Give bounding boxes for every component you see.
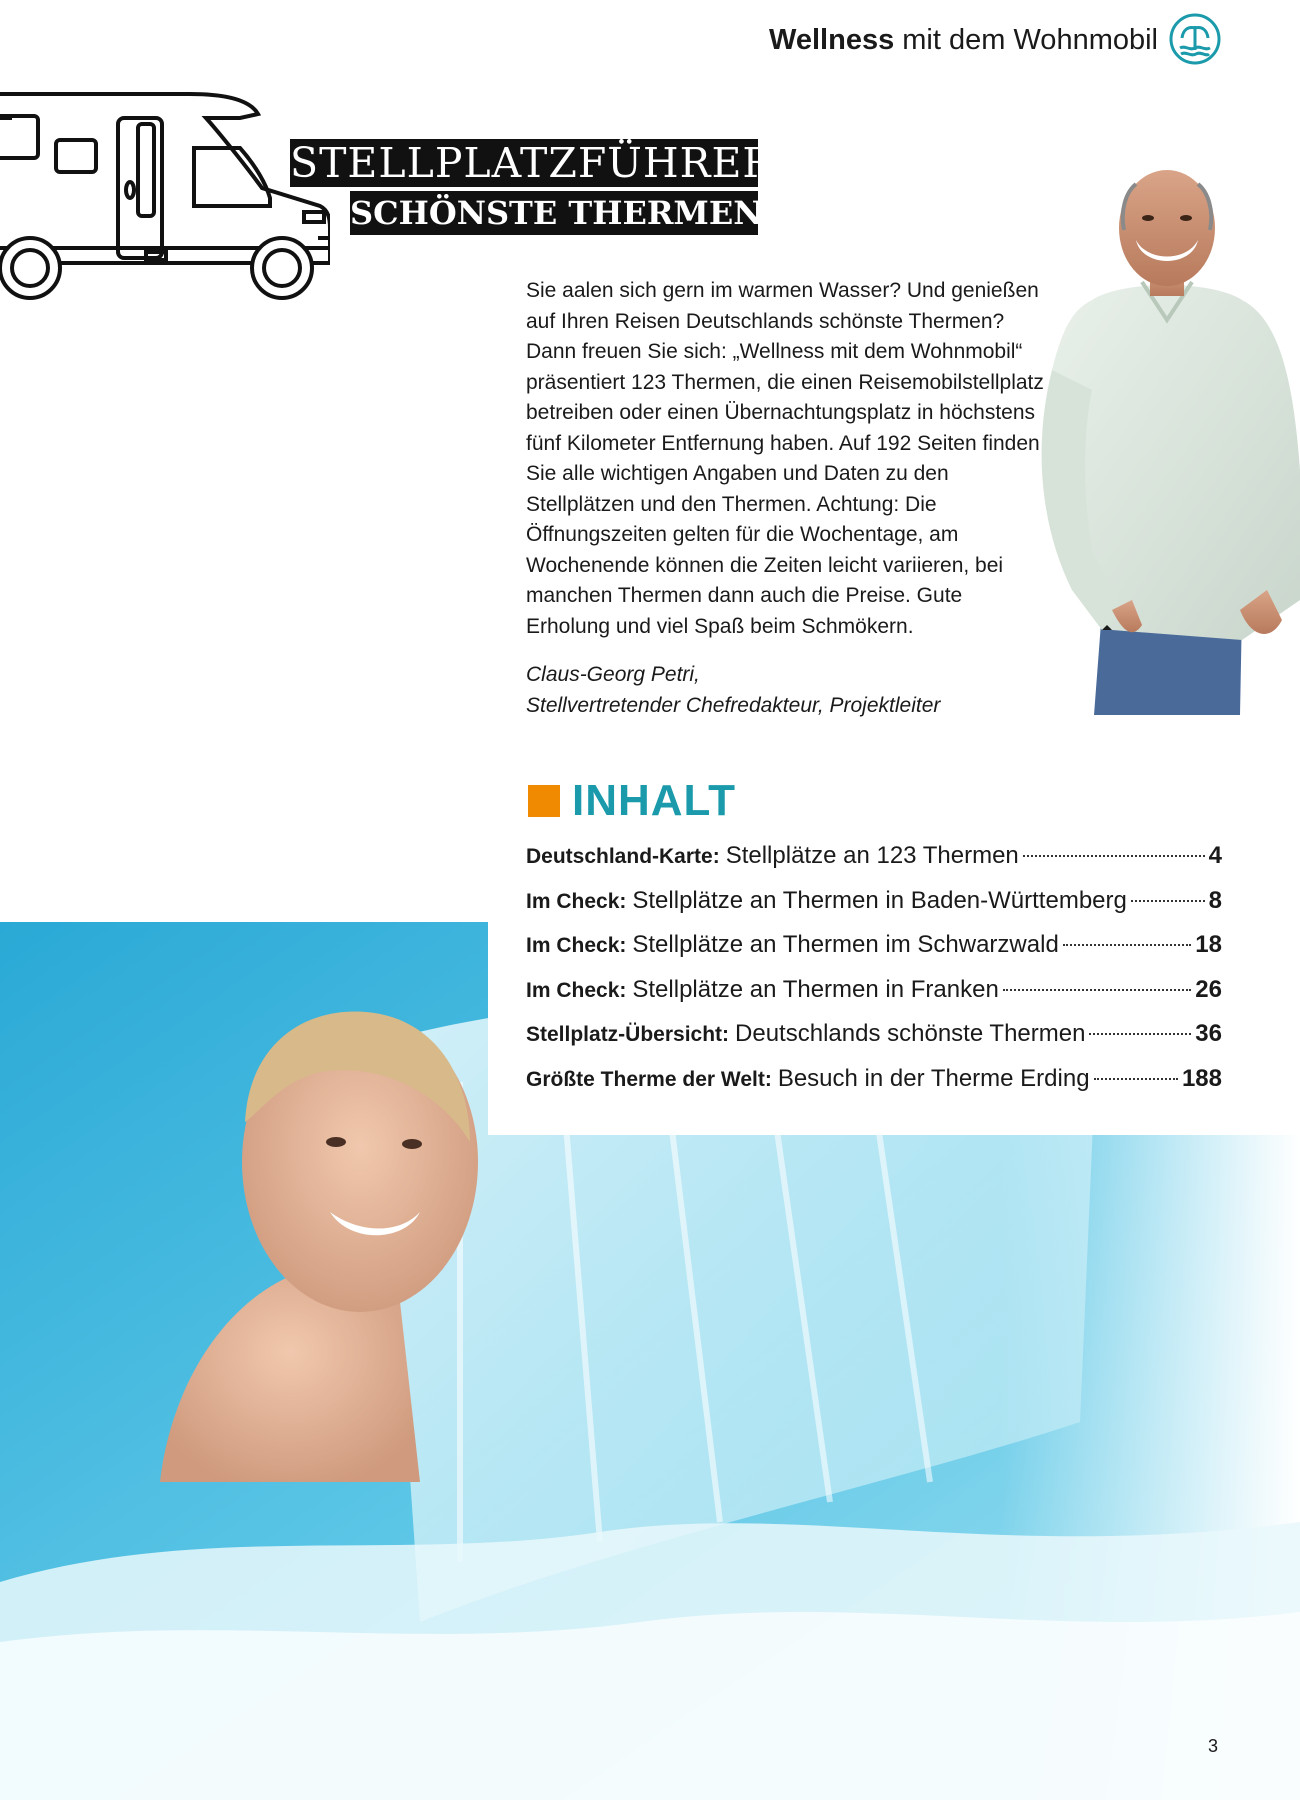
title-line-2: SCHÖNSTE THERMEN (350, 191, 758, 235)
toc-heading (528, 778, 736, 824)
toc-item-description: Stellplätze an 123 Thermen (725, 842, 1019, 869)
toc-item[interactable] (526, 931, 1222, 976)
intro-paragraph: Sie aalen sich gern im warmen Wasser? Und genießen auf Ihren Reisen Deutschlands schönste Thermen? Dann freuen Sie sich: „Wellness mit dem Wohnmobil“ präsentiert 123 Thermen, die einen Reisemobilstellplatz betreiben oder einen Übernachtungsplatz in höchstens fünf Kilometer Entfernung haben. Auf 192 Seiten finden Sie alle wichtigen Angaben und Daten zu den Stellplätzen und den Thermen. Achtung: Die Öffnungszeiten gelten für die Wochentage, am Wochenende können die Zeiten leicht variieren, bei manchen Thermen dann auch die Preise. Gute Erholung und viel Spaß beim Schmökern. (526, 279, 1044, 638)
toc-item-description: Besuch in der Therme Erding (777, 1064, 1090, 1092)
toc-item[interactable] (526, 1065, 1222, 1110)
fountain-icon (1168, 12, 1222, 66)
toc-item-page: 188 (1181, 1064, 1222, 1092)
signature-role: Stellvertretender Chefredakteur, Projektleiter (526, 693, 941, 717)
toc-item[interactable] (526, 976, 1222, 1021)
editor-portrait (1032, 170, 1300, 715)
header-title-bold: Wellness (769, 24, 895, 56)
toc-leader-dots (1003, 989, 1192, 991)
toc-leader-dots (1023, 855, 1205, 857)
intro-text (526, 276, 1046, 642)
toc-item-description: Stellplätze an Thermen in Franken (632, 975, 999, 1003)
toc-item-category: Größte Therme der Welt: (526, 1067, 772, 1091)
toc-item-description: Stellplätze an Thermen im Schwarzwald (632, 931, 1059, 959)
toc-item[interactable] (526, 887, 1222, 932)
signature-name: Claus-Georg Petri, (526, 663, 700, 686)
toc-item-category: Deutschland-Karte: (526, 845, 720, 868)
signature (526, 660, 1046, 721)
camper-illustration (0, 88, 330, 313)
toc-leader-dots (1131, 900, 1205, 902)
toc-item[interactable] (526, 842, 1222, 887)
page-number: 3 (1207, 1736, 1218, 1756)
toc-item-description: Deutschlands schönste Thermen (735, 1020, 1086, 1048)
toc-leader-dots (1089, 1033, 1191, 1035)
title-line-1: STELLPLATZFÜHRER (290, 139, 775, 187)
page-header (0, 10, 1300, 70)
toc-leader-dots (1063, 944, 1192, 946)
toc-list (526, 842, 1222, 1110)
header-title-rest: mit dem Wohnmobil (894, 24, 1158, 56)
toc-item-description: Stellplätze an Thermen in Baden-Württemberg (632, 886, 1127, 914)
toc-item[interactable] (526, 1020, 1222, 1065)
toc-item-category: Stellplatz-Übersicht: (526, 1023, 730, 1047)
toc-title: INHALT (572, 776, 737, 825)
toc-item-category: Im Check: (526, 934, 627, 958)
toc-item-page: 26 (1195, 975, 1222, 1003)
toc-item-page: 4 (1208, 842, 1222, 869)
header-title (769, 24, 1158, 57)
toc-item-page: 18 (1195, 931, 1222, 959)
toc-item-page: 8 (1208, 886, 1222, 914)
toc-item-category: Im Check: (526, 978, 627, 1002)
toc-accent-square (528, 785, 560, 817)
toc-leader-dots (1094, 1078, 1178, 1080)
toc-item-category: Im Check: (526, 889, 627, 913)
toc-item-page: 36 (1195, 1020, 1222, 1048)
